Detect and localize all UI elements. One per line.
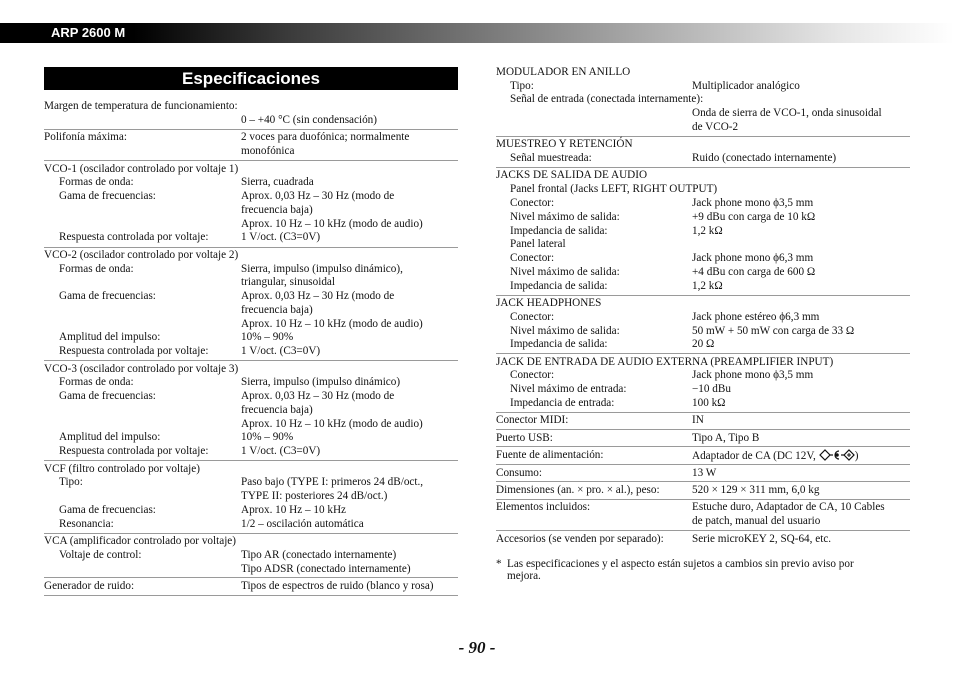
out-title: JACKS DE SALIDA DE AUDIO — [496, 169, 648, 181]
out-front-conn-label: Conector: — [510, 197, 555, 209]
vco2-freq-value: Aprox. 10 Hz – 10 kHz (modo de audio) — [241, 318, 423, 330]
out-front-level-value: +9 dBu con carga de 10 kΩ — [692, 211, 816, 223]
included-value-cont: de patch, manual del usuario — [692, 515, 821, 527]
hp-conn-label: Conector: — [510, 311, 555, 323]
vco2-pw-label: Amplitud del impulso: — [59, 331, 161, 343]
divider — [496, 530, 910, 531]
divider — [496, 446, 910, 447]
vco1-waves-value: Sierra, cuadrada — [241, 176, 314, 188]
sh-sig-value: Ruido (conectado internamente) — [692, 152, 837, 164]
hp-level-value: 50 mW + 50 mW con carga de 33 Ω — [692, 325, 855, 337]
divider — [44, 129, 458, 130]
divider — [496, 412, 910, 413]
note-text: Las especificaciones y el aspecto están sujetos a cambios sin previo aviso por — [507, 558, 854, 570]
temp-label: Margen de temperatura de funcionamiento: — [44, 100, 238, 112]
vcf-res-value: 1/2 – oscilación automática — [241, 518, 364, 530]
divider — [496, 353, 910, 354]
included-value: Estuche duro, Adaptador de CA, 10 Cables — [692, 501, 885, 513]
dimensions-label: Dimensiones (an. × pro. × al.), peso: — [496, 484, 660, 496]
vco2-waves-value: Sierra, impulso (impulso dinámico), — [241, 263, 403, 275]
ext-imp-value: 100 kΩ — [692, 397, 726, 409]
vcf-freq-value: Aprox. 10 Hz – 10 kHz — [241, 504, 347, 516]
ext-level-label: Nivel máximo de entrada: — [510, 383, 627, 395]
page-title: Especificaciones — [44, 67, 458, 90]
vco2-freq-value: frecuencia baja) — [241, 304, 313, 316]
divider — [44, 577, 458, 578]
divider — [44, 533, 458, 534]
vco3-cv-value: 1 V/oct. (C3=0V) — [241, 445, 321, 457]
ext-conn-value: Jack phone mono ϕ3,5 mm — [692, 369, 814, 381]
vco2-pw-value: 10% – 90% — [241, 331, 294, 343]
page-number: - 90 - — [458, 638, 496, 657]
noise-value: Tipos de espectros de ruido (blanco y rosa) — [241, 580, 434, 592]
vco2-waves-label: Formas de onda: — [59, 263, 134, 275]
vco1-freq-label: Gama de frecuencias: — [59, 190, 156, 202]
poly-label: Polifonía máxima: — [44, 131, 127, 143]
divider — [496, 499, 910, 500]
hp-level-label: Nivel máximo de salida: — [510, 325, 620, 337]
hp-imp-value: 20 Ω — [692, 338, 715, 350]
ext-title: JACK DE ENTRADA DE AUDIO EXTERNA (PREAMPLIFIER INPUT) — [496, 356, 834, 368]
note-text-cont: mejora. — [507, 570, 541, 582]
vco3-freq-value: Aprox. 0,03 Hz – 30 Hz (modo de — [241, 390, 395, 402]
power-value-close: ) — [854, 450, 859, 462]
divider — [496, 464, 910, 465]
usb-label: Puerto USB: — [496, 432, 553, 444]
poly-value-cont: monofónica — [241, 145, 295, 157]
model-name: ARP 2600 M — [51, 25, 126, 40]
ring-type-value: Multiplicador analógico — [692, 80, 800, 92]
hp-title: JACK HEADPHONES — [496, 297, 602, 309]
ext-level-value: −10 dBu — [692, 383, 731, 395]
included-label: Elementos incluidos: — [496, 501, 591, 513]
power-value-text: Adaptador de CA (DC 12V, — [692, 450, 816, 462]
poly-value: 2 voces para duofónica; normalmente — [241, 131, 410, 143]
consumption-value: 13 W — [692, 467, 717, 479]
vco3-freq-value: frecuencia baja) — [241, 404, 313, 416]
vca-cv-value: Tipo ADSR (conectado internamente) — [241, 563, 411, 575]
divider — [496, 136, 910, 137]
divider — [44, 360, 458, 361]
vco2-cv-value: 1 V/oct. (C3=0V) — [241, 345, 321, 357]
vco1-cv-value: 1 V/oct. (C3=0V) — [241, 231, 321, 243]
vco3-pw-label: Amplitud del impulso: — [59, 431, 161, 443]
divider — [496, 429, 910, 430]
out-side-conn-value: Jack phone mono ϕ6,3 mm — [692, 252, 814, 264]
accessories-value: Serie microKEY 2, SQ-64, etc. — [692, 533, 832, 545]
vco2-freq-value: Aprox. 0,03 Hz – 30 Hz (modo de — [241, 290, 395, 302]
out-front-label: Panel frontal (Jacks LEFT, RIGHT OUTPUT) — [510, 183, 718, 195]
dc-polarity-icon — [819, 449, 855, 461]
vco2-cv-label: Respuesta controlada por voltaje: — [59, 345, 209, 357]
sh-sig-label: Señal muestreada: — [510, 152, 592, 164]
vco3-title: VCO-3 (oscilador controlado por voltaje 3) — [44, 363, 239, 375]
divider — [496, 295, 910, 296]
out-side-level-label: Nivel máximo de salida: — [510, 266, 620, 278]
power-value — [692, 449, 859, 464]
ext-conn-label: Conector: — [510, 369, 555, 381]
vco1-freq-value: frecuencia baja) — [241, 204, 313, 216]
vco3-waves-value: Sierra, impulso (impulso dinámico) — [241, 376, 401, 388]
vco1-cv-label: Respuesta controlada por voltaje: — [59, 231, 209, 243]
hp-imp-label: Impedancia de salida: — [510, 338, 608, 350]
vcf-type-value: TYPE II: posteriores 24 dB/oct.) — [241, 490, 388, 502]
midi-value: IN — [692, 414, 704, 426]
vco3-waves-label: Formas de onda: — [59, 376, 134, 388]
divider — [496, 167, 910, 168]
noise-label: Generador de ruido: — [44, 580, 135, 592]
vco2-title: VCO-2 (oscilador controlado por voltaje 2) — [44, 249, 239, 261]
divider — [44, 160, 458, 161]
out-side-imp-value: 1,2 kΩ — [692, 280, 723, 292]
out-front-conn-value: Jack phone mono ϕ3,5 mm — [692, 197, 814, 209]
ring-input-value: de VCO-2 — [692, 121, 739, 133]
hp-conn-value: Jack phone estéreo ϕ6,3 mm — [692, 311, 820, 323]
vco1-freq-value: Aprox. 10 Hz – 10 kHz (modo de audio) — [241, 218, 423, 230]
vcf-freq-label: Gama de frecuencias: — [59, 504, 156, 516]
vco1-waves-label: Formas de onda: — [59, 176, 134, 188]
divider — [44, 247, 458, 248]
accessories-label: Accesorios (se venden por separado): — [496, 533, 664, 545]
out-side-imp-label: Impedancia de salida: — [510, 280, 608, 292]
sh-title: MUESTREO Y RETENCIÓN — [496, 138, 633, 150]
divider — [44, 460, 458, 461]
vcf-title: VCF (filtro controlado por voltaje) — [44, 463, 200, 475]
out-front-level-label: Nivel máximo de salida: — [510, 211, 620, 223]
consumption-label: Consumo: — [496, 467, 543, 479]
vco3-pw-value: 10% – 90% — [241, 431, 294, 443]
out-side-conn-label: Conector: — [510, 252, 555, 264]
vcf-res-label: Resonancia: — [59, 518, 114, 530]
temp-value: 0 – +40 °C (sin condensación) — [241, 114, 377, 126]
out-front-imp-value: 1,2 kΩ — [692, 225, 723, 237]
power-label: Fuente de alimentación: — [496, 449, 604, 461]
out-side-label: Panel lateral — [510, 238, 566, 250]
header-bar — [0, 23, 954, 43]
vco1-freq-value: Aprox. 0,03 Hz – 30 Hz (modo de — [241, 190, 395, 202]
vco2-waves-value: triangular, sinusoidal — [241, 276, 336, 288]
vco3-cv-label: Respuesta controlada por voltaje: — [59, 445, 209, 457]
vca-title: VCA (amplificador controlado por voltaje) — [44, 535, 236, 547]
divider — [496, 481, 910, 482]
vca-cv-value: Tipo AR (conectado internamente) — [241, 549, 397, 561]
ext-imp-label: Impedancia de entrada: — [510, 397, 615, 409]
dimensions-value: 520 × 129 × 311 mm, 6,0 kg — [692, 484, 820, 496]
vcf-type-label: Tipo: — [59, 476, 83, 488]
vca-cv-label: Voltaje de control: — [59, 549, 142, 561]
midi-label: Conector MIDI: — [496, 414, 569, 426]
ring-input-value: Onda de sierra de VCO-1, onda sinusoidal — [692, 107, 882, 119]
vcf-type-value: Paso bajo (TYPE I: primeros 24 dB/oct., — [241, 476, 424, 488]
vco3-freq-label: Gama de frecuencias: — [59, 390, 156, 402]
out-side-level-value: +4 dBu con carga de 600 Ω — [692, 266, 816, 278]
vco3-freq-value: Aprox. 10 Hz – 10 kHz (modo de audio) — [241, 418, 423, 430]
ring-input-label: Señal de entrada (conectada internamente): — [510, 93, 704, 105]
divider — [44, 595, 458, 596]
ring-title: MODULADOR EN ANILLO — [496, 66, 631, 78]
note-mark: * — [496, 558, 502, 570]
ring-type-label: Tipo: — [510, 80, 534, 92]
vco1-title: VCO-1 (oscilador controlado por voltaje 1) — [44, 163, 239, 175]
out-front-imp-label: Impedancia de salida: — [510, 225, 608, 237]
vco2-freq-label: Gama de frecuencias: — [59, 290, 156, 302]
usb-value: Tipo A, Tipo B — [692, 432, 760, 444]
